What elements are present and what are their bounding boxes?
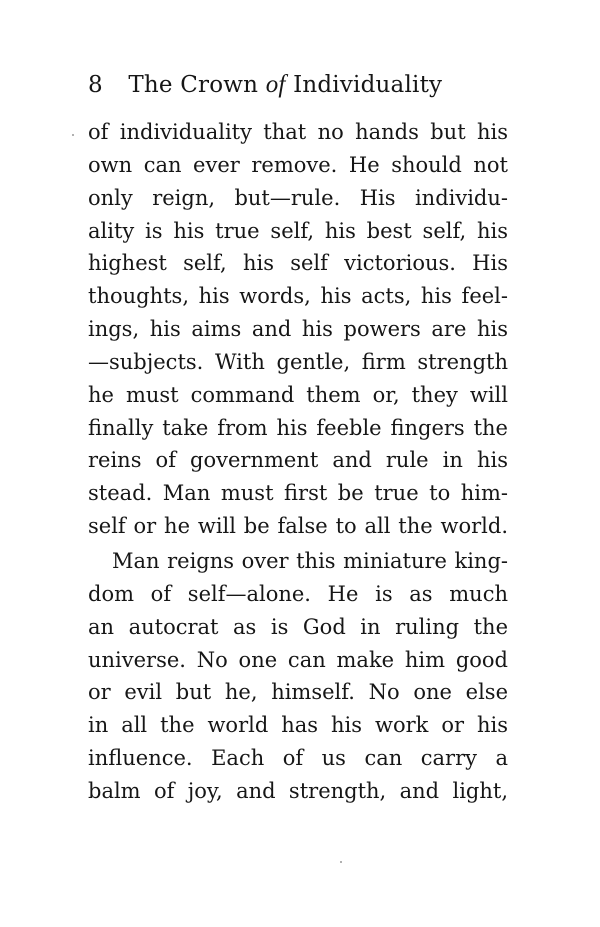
text-line: only reign, but—rule. His individu-	[88, 185, 508, 210]
text-line: of individuality that no hands but his	[88, 120, 508, 144]
text-line: thoughts, his words, his acts, his feel-	[88, 284, 508, 309]
text-line: influence. Each of us can carry a	[88, 746, 508, 771]
text-line: universe. No one can make him good	[88, 647, 508, 672]
paragraph-2	[88, 545, 508, 808]
text-line: own can ever remove. He should not	[88, 152, 508, 177]
paragraph-1	[88, 116, 508, 543]
text-line: finally take from his feeble fingers the	[88, 415, 508, 440]
text-line: in all the world has his work or his	[88, 713, 508, 738]
page-body-text	[88, 116, 508, 808]
text-line: self or he will be false to all the world.	[88, 514, 508, 539]
text-line: balm of joy, and strength, and light,	[88, 778, 508, 803]
text-line: ality is his true self, his best self, his	[88, 218, 508, 243]
text-line: ings, his aims and his powers are his	[88, 317, 508, 342]
book-title-end: Individuality	[293, 72, 443, 98]
text-line: or evil but he, himself. No one else	[88, 680, 508, 705]
paper-speck	[72, 134, 74, 136]
text-line: highest self, his self victorious. His	[88, 251, 508, 276]
text-line: —subjects. With gentle, firm strength	[88, 349, 508, 374]
text-line: he must command them or, they will	[88, 382, 508, 407]
text-line: Man reigns over this miniature king-	[112, 548, 508, 573]
text-line: reins of government and rule in his	[88, 448, 508, 473]
text-line: dom of self—alone. He is as much	[88, 581, 508, 606]
page-number: 8	[88, 72, 103, 98]
text-line: stead. Man must first be true to him-	[88, 481, 508, 506]
running-head	[88, 68, 528, 102]
book-title-start: The Crown	[128, 72, 259, 98]
text-line: an autocrat as is God in ruling the	[88, 614, 508, 639]
book-title-connector: of	[265, 71, 286, 98]
paper-speck	[340, 861, 342, 863]
